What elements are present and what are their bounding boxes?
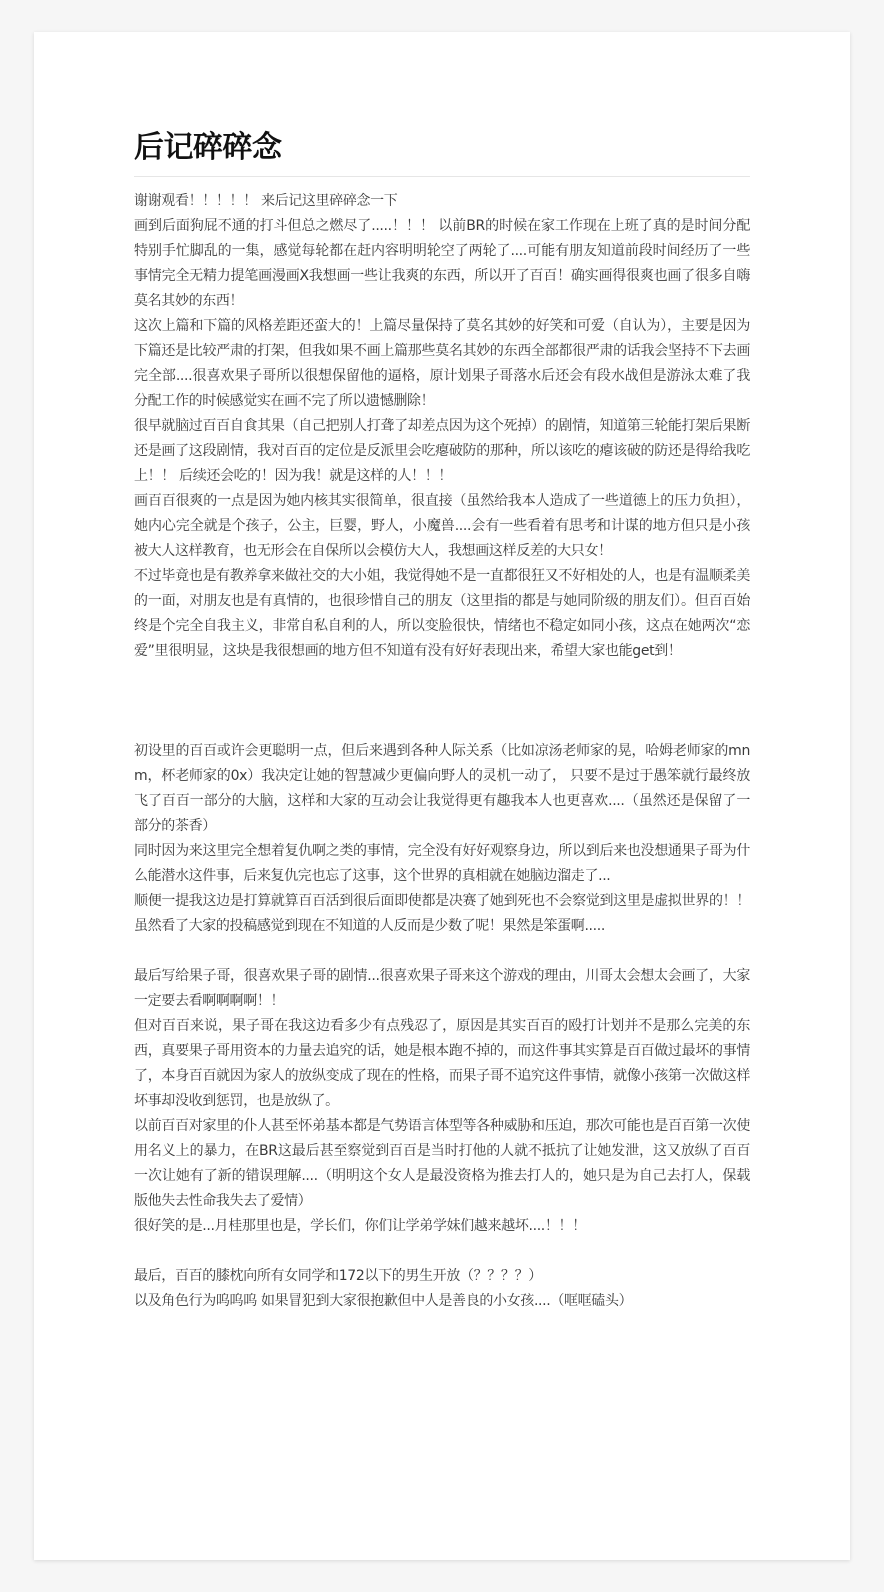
- paragraph: 初设里的百百或许会更聪明一点，但后来遇到各种人际关系（比如凉汤老师家的晃，哈姆老师家的mnm，杯老师家的0x）我决定让她的智慧减少更偏向野人的灵机一动了， 只要不是过于愚笨就行最终放飞了百百一部分的大脑，这样和大家的互动会让我觉得更有趣我本人也更喜欢....（虽然还是保留了一部分的茶香）: [134, 743, 750, 834]
- blank-line: [134, 1239, 750, 1264]
- paragraph: 画百百很爽的一点是因为她内核其实很简单，很直接（虽然给我本人造成了一些道德上的压力负担），她内心完全就是个孩子，公主，巨婴，野人，小魔兽....会有一些看着有思考和计谋的地方但只是小孩被大人这样教育，也无形会在自保所以会模仿大人，我想画这样反差的大只女！: [134, 493, 750, 559]
- paragraph: 最后，百百的膝枕向所有女同学和172以下的男生开放（？？？？）: [134, 1268, 542, 1284]
- blank-line: [134, 939, 750, 964]
- paragraph: 不过毕竟也是有教养拿来做社交的大小姐，我觉得她不是一直都很狂又不好相处的人，也是有温顺柔美的一面，对朋友也是有真情的，也很珍惜自己的朋友（这里指的都是与她同阶级的朋友们）。但百百始终是个完全自我主义，非常自私自利的人，所以变脸很快，情绪也不稳定如同小孩，这点在她两次“恋爱”里很明显，这块是我很想画的地方但不知道有没有好好表现出来，希望大家也能get到！: [134, 568, 750, 659]
- blank-line: [134, 714, 750, 739]
- paragraph: 以前百百对家里的仆人甚至怀弟基本都是气势语言体型等各种威胁和压迫，那次可能也是百百第一次使用名义上的暴力，在BR这最后甚至察觉到百百是当时打他的人就不抵抗了让她发泄，这又放纵了百百一次让她有了新的错误理解....（明明这个女人是最没资格为推去打人的，她只是为自己去打人，保载版他失去性命我失去了爱情）: [134, 1118, 750, 1209]
- title-divider: [134, 176, 750, 177]
- document-body: [134, 189, 750, 1314]
- document-page: [34, 32, 850, 1560]
- paragraph: 画到后面狗屁不通的打斗但总之燃尽了.....！！！ 以前BR的时候在家工作现在上班了真的是时间分配特别手忙脚乱的一集，感觉每轮都在赶内容明明轮空了两轮了....可能有朋友知道前段时间经历了一些事情完全无精力提笔画漫画X我想画一些让我爽的东西，所以开了百百！确实画得很爽也画了很多自嗨莫名其妙的东西！: [134, 218, 750, 309]
- paragraph: 最后写给果子哥，很喜欢果子哥的剧情...很喜欢果子哥来这个游戏的理由，川哥太会想太会画了，大家一定要去看啊啊啊啊！！: [134, 968, 750, 1009]
- paragraph: 很早就脑过百百自食其果（自己把别人打聋了却差点因为这个死掉）的剧情，知道第三轮能打架后果断还是画了这段剧情，我对百百的定位是反派里会吃瘪破防的那种，所以该吃的瘪该破的防还是得给我吃上！！ 后续还会吃的！因为我！就是这样的人！！！: [134, 418, 750, 484]
- document-content: [134, 128, 750, 1314]
- paragraph: 谢谢观看！！！！！ 来后记这里碎碎念一下: [134, 193, 398, 209]
- paragraph: 顺便一提我这边是打算就算百百活到很后面即使都是决赛了她到死也不会察觉到这里是虚拟世界的！！ 虽然看了大家的投稿感觉到现在不知道的人反而是少数了呢！果然是笨蛋啊.....: [134, 893, 750, 934]
- paragraph: 同时因为来这里完全想着复仇啊之类的事情，完全没有好好观察身边，所以到后来也没想通果子哥为什么能潜水这件事，后来复仇完也忘了这事，这个世界的真相就在她脑边溜走了...: [134, 843, 750, 884]
- page-title: 后记碎碎念: [134, 130, 282, 165]
- paragraph: 很好笑的是...月桂那里也是，学长们，你们让学弟学妹们越来越坏....！！！: [134, 1218, 586, 1234]
- paragraph: 但对百百来说，果子哥在我这边看多少有点残忍了，原因是其实百百的殴打计划并不是那么完美的东西，真要果子哥用资本的力量去追究的话，她是根本跑不掉的，而这件事其实算是百百做过最坏的事情了，本身百百就因为家人的放纵变成了现在的性格，而果子哥不追究这件事情，就像小孩第一次做这样坏事却没收到惩罚，也是放纵了。: [134, 1018, 750, 1109]
- paragraph: 这次上篇和下篇的风格差距还蛮大的！上篇尽量保持了莫名其妙的好笑和可爱（自认为），主要是因为下篇还是比较严肃的打架，但我如果不画上篇那些莫名其妙的东西全部都很严肃的话我会坚持不下去画完全部....很喜欢果子哥所以很想保留他的逼格，原计划果子哥落水后还会有段水战但是游泳太难了我分配工作的时候感觉实在画不完了所以遗憾删除！: [134, 318, 750, 409]
- blank-line: [134, 689, 750, 714]
- blank-line: [134, 664, 750, 689]
- paragraph: 以及角色行为呜呜呜 如果冒犯到大家很抱歉但中人是善良的小女孩....（哐哐磕头）: [134, 1293, 633, 1309]
